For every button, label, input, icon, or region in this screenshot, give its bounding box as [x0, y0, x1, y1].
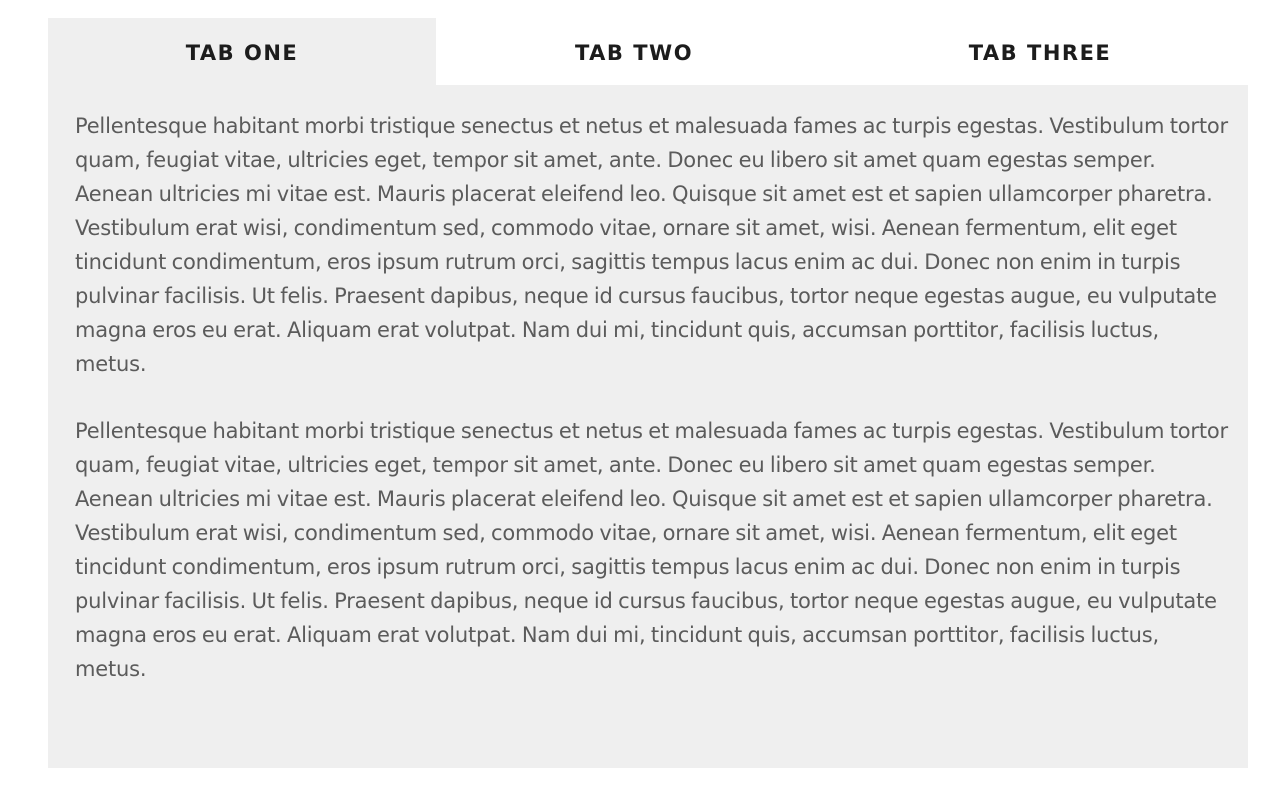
panel-paragraph-2: Pellentesque habitant morbi tristique senectus et netus et malesuada fames ac turpis egestas. Vestibulum tortor quam, feugiat vitae, ultricies eget, tempor sit amet, ante. Donec eu libero sit amet quam egestas semper. Aenean ultricies mi vitae est. Mauris placerat eleifend leo. Quisque sit amet est et sapien ullamcorper pharetra. Vestibulum erat wisi, condimentum sed, commodo vitae, ornare sit amet, wisi. Aenean fermentum, elit eget tincidunt condimentum, eros ipsum rutrum orci, sagittis tempus lacus enim ac dui. Donec non enim in turpis pulvinar facilisis. Ut felis. Praesent dapibus, neque id cursus faucibus, tortor neque egestas augue, eu vulputate magna eros eu erat. Aliquam erat volutpat. Nam dui mi, tincidunt quis, accumsan porttitor, facilisis luctus, metus. [75, 419, 1228, 681]
tab-three[interactable]: TAB THREE [968, 41, 1112, 65]
tab-bar [48, 18, 1248, 85]
tab-one[interactable]: TAB ONE [48, 18, 436, 85]
tab-two[interactable]: TAB TWO [574, 41, 694, 65]
tab-panel-content [48, 85, 1248, 768]
panel-paragraph-1: Pellentesque habitant morbi tristique senectus et netus et malesuada fames ac turpis egestas. Vestibulum tortor quam, feugiat vitae, ultricies eget, tempor sit amet, ante. Donec eu libero sit amet quam egestas semper. Aenean ultricies mi vitae est. Mauris placerat eleifend leo. Quisque sit amet est et sapien ullamcorper pharetra. Vestibulum erat wisi, condimentum sed, commodo vitae, ornare sit amet, wisi. Aenean fermentum, elit eget tincidunt condimentum, eros ipsum rutrum orci, sagittis tempus lacus enim ac dui. Donec non enim in turpis pulvinar facilisis. Ut felis. Praesent dapibus, neque id cursus faucibus, tortor neque egestas augue, eu vulputate magna eros eu erat. Aliquam erat volutpat. Nam dui mi, tincidunt quis, accumsan porttitor, facilisis luctus, metus. [75, 114, 1228, 376]
tabs-widget [48, 18, 1248, 768]
